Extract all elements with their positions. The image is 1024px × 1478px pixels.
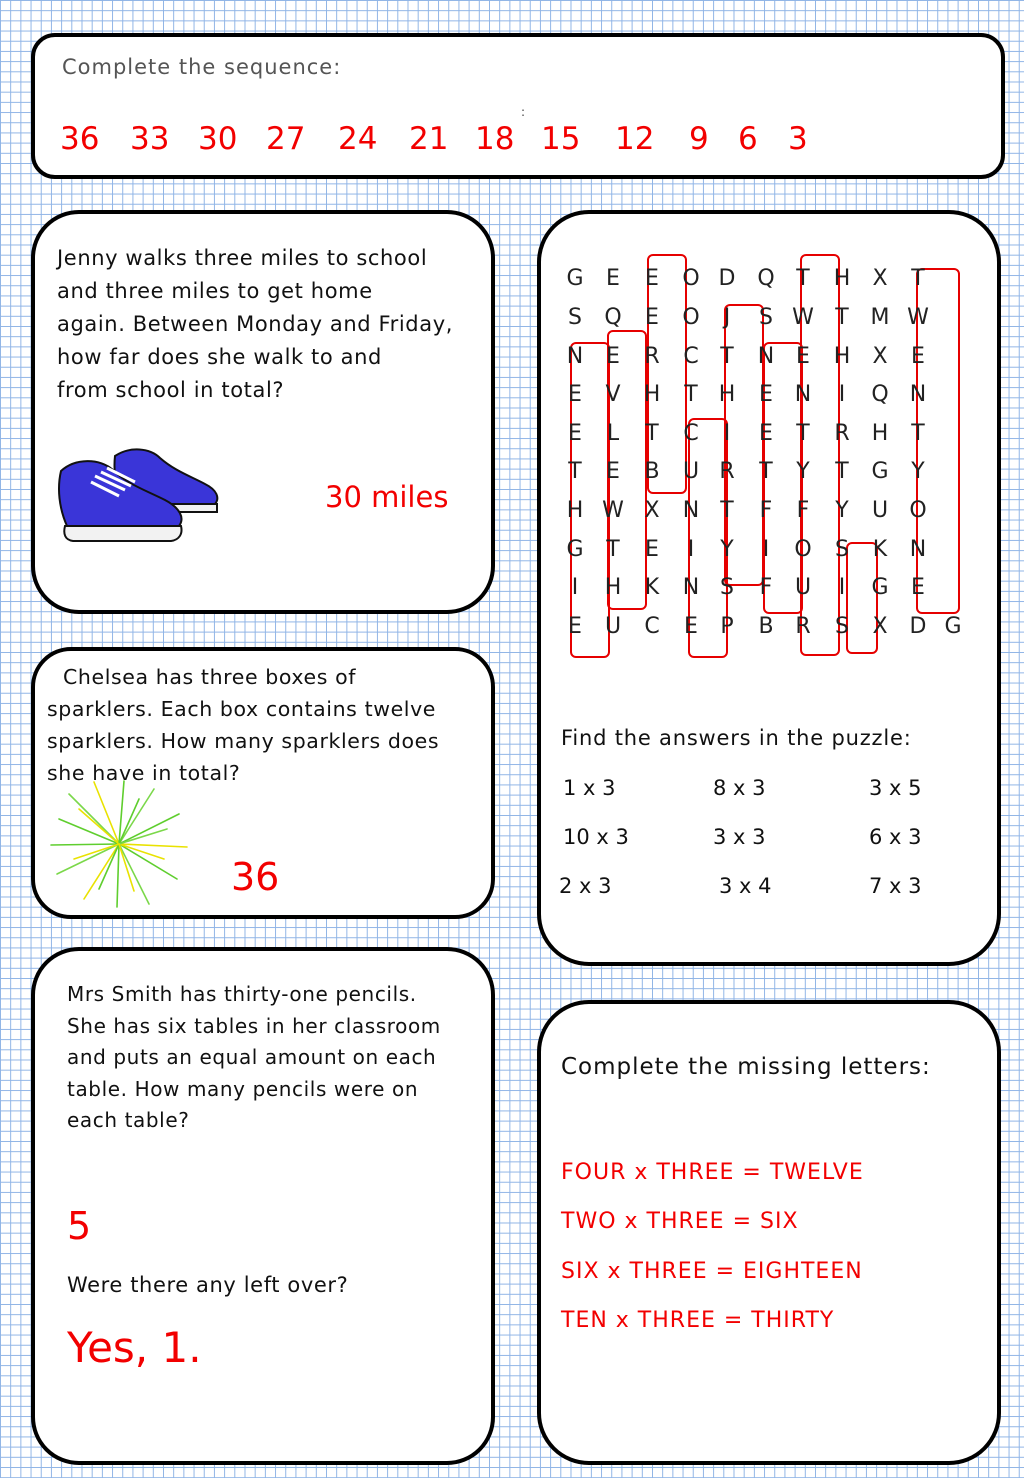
grid-letter: H <box>604 575 622 600</box>
grid-letter: E <box>606 266 620 291</box>
sequence-number: 6 <box>738 121 758 157</box>
sequence-number: 15 <box>541 121 581 157</box>
grid-letter: R <box>644 344 660 369</box>
multiplication-fact: 3 x 3 <box>713 825 766 849</box>
smith-question-text <box>67 979 492 1137</box>
smith-followup-question: Were there any left over? <box>67 1273 349 1297</box>
grid-letter: C <box>644 614 660 639</box>
grid-letter: I <box>723 421 731 446</box>
grid-letter: Q <box>604 305 622 330</box>
question-line: sparklers. How many sparklers does <box>47 729 440 753</box>
grid-letter: E <box>606 344 620 369</box>
grid-letter: R <box>834 421 850 446</box>
wordsearch-grid <box>541 214 997 674</box>
grid-letter: N <box>566 344 584 369</box>
question-line: how far does she walk to and <box>57 345 382 369</box>
grid-letter: T <box>720 344 734 369</box>
grid-letter: O <box>794 537 812 562</box>
sequence-number: 33 <box>130 121 170 157</box>
grid-letter: T <box>759 459 773 484</box>
question-line: table. How many pencils were on <box>67 1076 419 1101</box>
grid-letter: O <box>682 305 700 330</box>
jenny-question-text <box>57 242 487 407</box>
sequence-number: 27 <box>266 121 306 157</box>
grid-letter: Y <box>796 459 810 484</box>
grid-letter: W <box>907 305 929 330</box>
grid-letter: G <box>871 575 889 600</box>
missing-letters-card <box>537 1000 1001 1465</box>
grid-letter: U <box>871 498 889 523</box>
grid-letter: U <box>794 575 812 600</box>
grid-letter: N <box>909 382 927 407</box>
grid-letter: Q <box>757 266 775 291</box>
grid-letter: E <box>568 614 582 639</box>
grid-letter: Q <box>871 382 889 407</box>
sequence-number: 24 <box>338 121 378 157</box>
grid-letter: F <box>759 575 773 600</box>
multiplication-fact: 8 x 3 <box>713 776 766 800</box>
equation: FOUR x THREE = TWELVE <box>561 1160 864 1185</box>
grid-letter: X <box>872 614 888 639</box>
grid-letter: G <box>944 614 962 639</box>
grid-letter: E <box>645 537 659 562</box>
grid-letter: H <box>566 498 584 523</box>
grid-letter: G <box>871 459 889 484</box>
grid-letter: Y <box>720 537 734 562</box>
grid-letter: E <box>796 344 810 369</box>
grid-letter: I <box>762 537 770 562</box>
sequence-title: Complete the sequence: <box>62 55 342 79</box>
grid-letter: W <box>602 498 624 523</box>
chelsea-answer: 36 <box>231 855 280 899</box>
multiplication-fact: 3 x 4 <box>719 874 772 898</box>
grid-letter: L <box>606 421 620 446</box>
grid-letter: V <box>605 382 621 407</box>
grid-letter: T <box>645 421 659 446</box>
grid-letter: H <box>643 382 661 407</box>
grid-letter: T <box>911 421 925 446</box>
grid-letter: E <box>911 344 925 369</box>
grid-letter: B <box>758 614 774 639</box>
sequence-tick-mark: : <box>521 105 526 119</box>
grid-letter: X <box>872 344 888 369</box>
missing-letters-title: Complete the missing letters: <box>561 1054 931 1080</box>
grid-letter: T <box>796 266 810 291</box>
grid-letter: J <box>723 305 731 330</box>
grid-letter: P <box>720 614 734 639</box>
grid-letter: O <box>682 266 700 291</box>
question-line: and puts an equal amount on each <box>67 1045 437 1070</box>
grid-letter: Y <box>835 498 849 523</box>
grid-letter: C <box>683 344 699 369</box>
equation: SIX x THREE = EIGHTEEN <box>561 1259 863 1284</box>
smith-question-card <box>31 947 495 1465</box>
grid-letter: N <box>794 382 812 407</box>
shoes-icon <box>55 446 225 551</box>
sequence-number: 36 <box>60 121 100 157</box>
grid-letter: R <box>795 614 811 639</box>
grid-letter: S <box>835 537 849 562</box>
grid-letter: X <box>872 266 888 291</box>
grid-letter: E <box>645 305 659 330</box>
sequence-number: 30 <box>198 121 238 157</box>
grid-letter: N <box>682 498 700 523</box>
sequence-number: 12 <box>615 121 655 157</box>
grid-letter: T <box>606 537 620 562</box>
grid-letter: H <box>718 382 736 407</box>
grid-letter: D <box>718 266 736 291</box>
grid-letter: D <box>909 614 927 639</box>
sequence-card <box>31 33 1005 179</box>
grid-letter: T <box>684 382 698 407</box>
grid-letter: S <box>568 305 582 330</box>
grid-letter: F <box>759 498 773 523</box>
question-line: from school in total? <box>57 378 285 402</box>
puzzle-instruction: Find the answers in the puzzle: <box>561 726 912 750</box>
grid-letter: Y <box>911 459 925 484</box>
grid-letter: E <box>759 421 773 446</box>
multiplication-fact: 2 x 3 <box>559 874 612 898</box>
question-line: sparklers. Each box contains twelve <box>47 697 437 721</box>
grid-letter: R <box>719 459 735 484</box>
grid-letter: O <box>909 498 927 523</box>
smith-followup-answer: Yes, 1. <box>67 1323 202 1372</box>
grid-letter: K <box>872 537 888 562</box>
grid-letter: E <box>645 266 659 291</box>
grid-letter: K <box>644 575 660 600</box>
grid-letter: N <box>682 575 700 600</box>
grid-letter: T <box>835 459 849 484</box>
multiplication-fact: 7 x 3 <box>869 874 922 898</box>
grid-letter: U <box>604 614 622 639</box>
question-line: each table? <box>67 1108 190 1133</box>
multiplication-fact: 10 x 3 <box>563 825 629 849</box>
sequence-number: 18 <box>475 121 515 157</box>
grid-letter: G <box>566 537 584 562</box>
sequence-number: 21 <box>409 121 449 157</box>
grid-letter: S <box>759 305 773 330</box>
question-line: again. Between Monday and Friday, <box>57 312 454 336</box>
grid-letter: H <box>833 266 851 291</box>
grid-letter: E <box>684 614 698 639</box>
grid-letter: C <box>683 421 699 446</box>
wordsearch-card <box>537 210 1001 966</box>
question-line: Mrs Smith has thirty-one pencils. <box>67 982 417 1006</box>
jenny-question-card <box>31 210 495 614</box>
grid-letter: T <box>911 266 925 291</box>
grid-letter: W <box>792 305 814 330</box>
grid-letter: U <box>682 459 700 484</box>
grid-letter: G <box>566 266 584 291</box>
sequence-number: 3 <box>788 121 808 157</box>
grid-letter: F <box>796 498 810 523</box>
chelsea-question-card <box>31 647 495 919</box>
chelsea-question-text <box>47 661 487 789</box>
question-line: and three miles to get home <box>57 279 373 303</box>
question-line: She has six tables in her classroom <box>67 1013 441 1038</box>
question-line: she have in total? <box>47 761 241 785</box>
grid-letter: N <box>909 537 927 562</box>
jenny-answer: 30 miles <box>325 480 449 514</box>
smith-answer: 5 <box>67 1204 92 1248</box>
sparkler-icon <box>49 779 189 909</box>
grid-letter: H <box>833 344 851 369</box>
grid-letter: H <box>871 421 889 446</box>
grid-letter: I <box>838 382 846 407</box>
grid-letter: T <box>568 459 582 484</box>
question-line: Chelsea has three boxes of <box>63 665 357 689</box>
grid-letter: I <box>838 575 846 600</box>
grid-letter: E <box>759 382 773 407</box>
multiplication-fact: 6 x 3 <box>869 825 922 849</box>
grid-letter: M <box>870 305 890 330</box>
grid-letter: S <box>835 614 849 639</box>
grid-letter: T <box>835 305 849 330</box>
sequence-number: 9 <box>689 121 709 157</box>
question-line: Jenny walks three miles to school <box>57 246 428 270</box>
grid-letter: E <box>911 575 925 600</box>
grid-letter: I <box>687 537 695 562</box>
multiplication-fact: 1 x 3 <box>563 776 616 800</box>
multiplication-fact: 3 x 5 <box>869 776 922 800</box>
grid-letter: B <box>644 459 660 484</box>
grid-letter: T <box>720 498 734 523</box>
equation: TWO x THREE = SIX <box>561 1209 799 1234</box>
grid-letter: E <box>568 421 582 446</box>
equation: TEN x THREE = THIRTY <box>561 1308 835 1333</box>
grid-letter: N <box>757 344 775 369</box>
grid-letter: I <box>571 575 579 600</box>
grid-letter: X <box>644 498 660 523</box>
grid-letter: E <box>606 459 620 484</box>
grid-letter: S <box>720 575 734 600</box>
grid-letter: T <box>796 421 810 446</box>
grid-letter: E <box>568 382 582 407</box>
